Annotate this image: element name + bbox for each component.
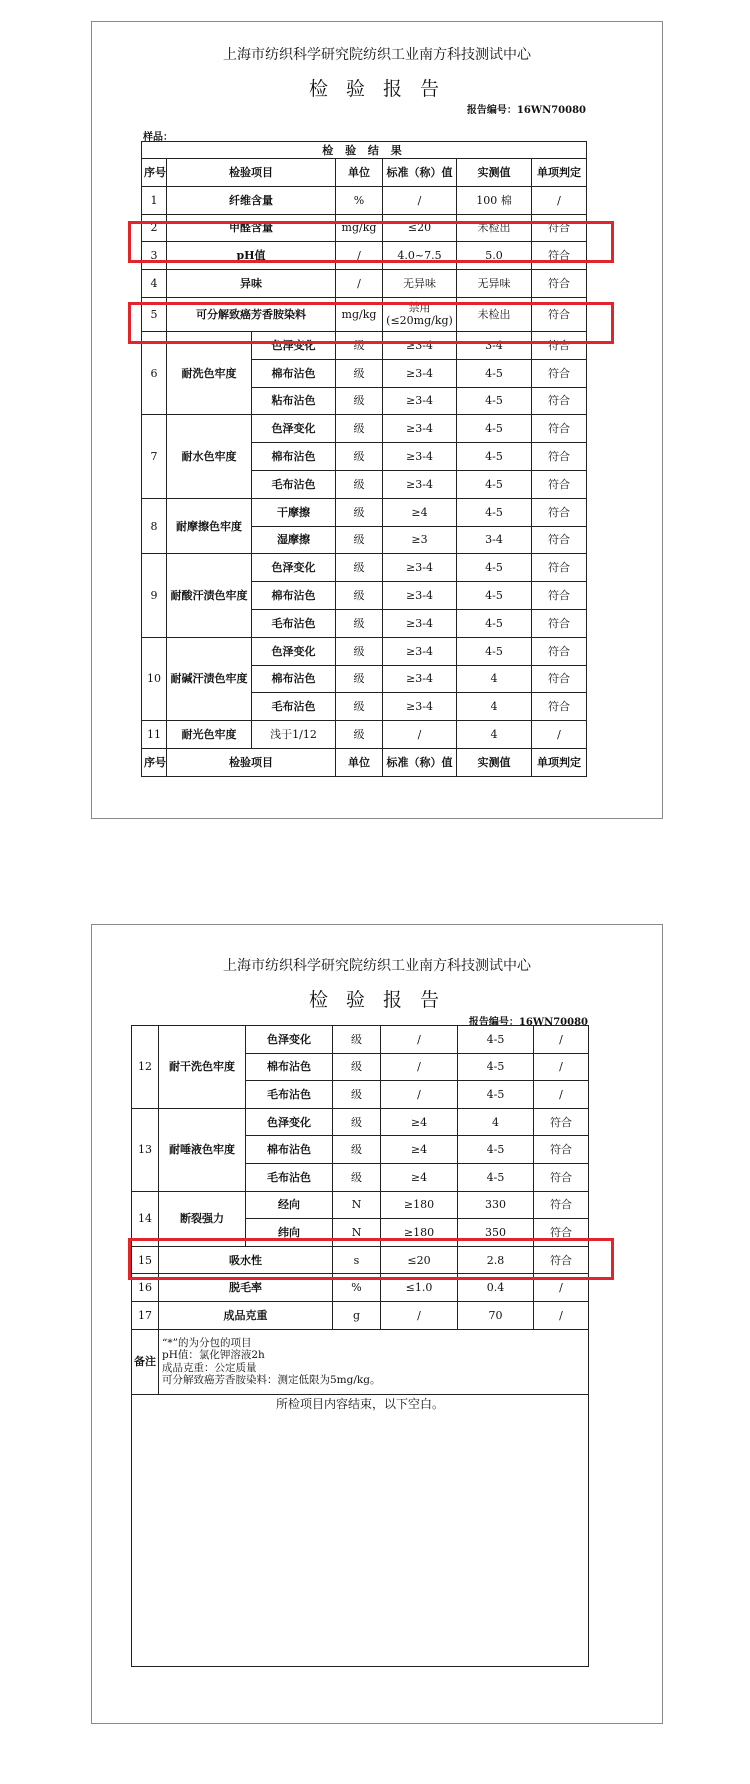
row-no: 12 xyxy=(132,1026,159,1109)
row-standard: ≥3-4 xyxy=(383,470,457,498)
row-verdict: 符合 xyxy=(532,582,587,610)
row-measured: 无异味 xyxy=(457,270,532,298)
row-measured: 4-5 xyxy=(457,498,532,526)
row-item: 可分解致癌芳香胺染料 xyxy=(167,297,336,331)
row-unit: 级 xyxy=(336,721,383,749)
row-measured: 4 xyxy=(457,693,532,721)
header-verdict: 单项判定 xyxy=(532,159,587,187)
row-unit: mg/kg xyxy=(336,297,383,331)
highlight-azo-dyes-row xyxy=(128,302,614,344)
row-measured: 4 xyxy=(458,1108,534,1136)
row-item: 成品克重 xyxy=(159,1301,333,1329)
row-unit: mg/kg xyxy=(336,214,383,242)
row-sub-item: 色泽变化 xyxy=(252,415,336,443)
row-standard: ≥3-4 xyxy=(383,637,457,665)
row-standard: ≥3 xyxy=(383,526,457,554)
row-verdict: 符合 xyxy=(534,1108,589,1136)
row-unit: 级 xyxy=(333,1053,381,1081)
highlight-formaldehyde-row xyxy=(128,221,614,263)
org-name: 上海市纺织科学研究院纺织工业南方科技测试中心 xyxy=(223,47,531,63)
report-number: 报告编号：16WN70080 xyxy=(468,1017,588,1028)
row-verdict: 符合 xyxy=(532,387,587,415)
row-sub-item: 色泽变化 xyxy=(252,637,336,665)
row-unit: 级 xyxy=(336,387,383,415)
table-row xyxy=(142,498,587,526)
row-sub-item: 毛布沾色 xyxy=(246,1163,333,1191)
report-title: 检 验 报 告 xyxy=(308,78,446,100)
row-unit: 级 xyxy=(333,1136,381,1164)
row-sub-item: 粘布沾色 xyxy=(252,387,336,415)
notes-row xyxy=(132,1329,589,1394)
row-no: 5 xyxy=(142,297,167,331)
row-item: 断裂强力 xyxy=(159,1191,246,1246)
row-measured: 4-5 xyxy=(457,554,532,582)
group-rows-6-10 xyxy=(142,331,587,720)
note-line: “*”的为分包的项目 xyxy=(162,1336,252,1349)
row-item: 耐洗色牢度 xyxy=(167,331,252,414)
row-verdict: 符合 xyxy=(532,443,587,471)
row-standard: ≥3-4 xyxy=(383,415,457,443)
footer-header-item: 检验项目 xyxy=(167,748,336,776)
row-verdict: / xyxy=(534,1081,589,1109)
highlight-water-absorption-row xyxy=(128,1238,614,1280)
row-standard: ≥3-4 xyxy=(383,387,457,415)
row-standard: ≥3-4 xyxy=(383,443,457,471)
header-no: 序号 xyxy=(142,159,167,187)
row-measured: 0.4 xyxy=(458,1274,534,1302)
report-page-1 xyxy=(91,21,663,819)
row-item: 异味 xyxy=(167,270,336,298)
row-standard: / xyxy=(381,1301,458,1329)
row-verdict: 符合 xyxy=(532,242,587,270)
row-measured: 3-4 xyxy=(457,331,532,359)
row-no: 13 xyxy=(132,1108,159,1191)
row-no: 14 xyxy=(132,1191,159,1246)
row-item: 耐干洗色牢度 xyxy=(159,1026,246,1109)
row-verdict: 符合 xyxy=(534,1136,589,1164)
row-verdict: / xyxy=(534,1274,589,1302)
row-unit: 级 xyxy=(336,665,383,693)
note-line: pH值：氯化钾溶液2h xyxy=(162,1349,265,1362)
row-item: 耐唾液色牢度 xyxy=(159,1108,246,1191)
row-unit: 级 xyxy=(336,470,383,498)
note-line: 成品克重：公定质量 xyxy=(162,1361,257,1374)
row-item: 耐摩擦色牢度 xyxy=(167,498,252,554)
row-unit: 级 xyxy=(336,582,383,610)
row-unit: N xyxy=(333,1191,381,1219)
row-item: 耐光色牢度 xyxy=(167,721,252,749)
row-unit: 级 xyxy=(336,331,383,359)
row-unit: 级 xyxy=(333,1108,381,1136)
row-no: 6 xyxy=(142,331,167,414)
row-item: pH值 xyxy=(167,242,336,270)
report-number: 报告编号：16WN70080 xyxy=(466,105,586,116)
row-measured: 4 xyxy=(457,721,532,749)
row-measured: 350 xyxy=(458,1219,534,1247)
row-standard: ≥3-4 xyxy=(383,554,457,582)
row-unit: % xyxy=(333,1274,381,1302)
row-verdict: / xyxy=(532,186,587,214)
footer-header-standard: 标准（称）值 xyxy=(383,748,457,776)
row-standard: ≥3-4 xyxy=(383,331,457,359)
row-item: 吸水性 xyxy=(159,1246,333,1274)
row-unit: 级 xyxy=(336,443,383,471)
row-verdict: 符合 xyxy=(534,1246,589,1274)
row-standard: ≥3-4 xyxy=(383,582,457,610)
row-measured: 4-5 xyxy=(458,1163,534,1191)
header-measured: 实测值 xyxy=(457,159,532,187)
row-verdict: / xyxy=(532,721,587,749)
row-standard: ≤20 xyxy=(381,1246,458,1274)
row-sub-item: 毛布沾色 xyxy=(246,1081,333,1109)
row-sub-item: 毛布沾色 xyxy=(252,609,336,637)
row-measured: 100 棉 xyxy=(457,186,532,214)
row-sub-item: 经向 xyxy=(246,1191,333,1219)
row-standard: ≥4 xyxy=(381,1136,458,1164)
row-verdict: 符合 xyxy=(532,415,587,443)
row-sub-item: 色泽变化 xyxy=(252,331,336,359)
footer-header-row xyxy=(142,748,587,776)
row-measured: 4 xyxy=(457,665,532,693)
blank-area-row xyxy=(132,1394,589,1666)
row-unit: N xyxy=(333,1219,381,1247)
row-verdict: 符合 xyxy=(532,526,587,554)
row-standard: / xyxy=(383,721,457,749)
row-sub-item: 棉布沾色 xyxy=(252,582,336,610)
row-unit: 级 xyxy=(333,1163,381,1191)
row-sub-item: 湿摩擦 xyxy=(252,526,336,554)
row-measured: 4-5 xyxy=(458,1081,534,1109)
header-row xyxy=(142,159,587,187)
org-name: 上海市纺织科学研究院纺织工业南方科技测试中心 xyxy=(223,958,531,974)
row-sub-item: 棉布沾色 xyxy=(252,443,336,471)
row-measured: 330 xyxy=(458,1191,534,1219)
row-unit: s xyxy=(333,1246,381,1274)
row-standard: ≤1.0 xyxy=(381,1274,458,1302)
row-measured: 4-5 xyxy=(457,582,532,610)
row-unit: % xyxy=(336,186,383,214)
table-row xyxy=(142,721,587,749)
row-measured: 未检出 xyxy=(457,297,532,331)
row-standard-line2: (≤20mg/kg) xyxy=(386,314,453,328)
notes-label: 备注 xyxy=(132,1329,159,1394)
row-item: 纤维含量 xyxy=(167,186,336,214)
row-measured: 4-5 xyxy=(457,637,532,665)
table-row xyxy=(142,270,587,298)
row-no: 15 xyxy=(132,1246,159,1274)
row-no: 11 xyxy=(142,721,167,749)
table-row xyxy=(132,1301,589,1329)
row-sub-item: 色泽变化 xyxy=(246,1026,333,1054)
row-standard: / xyxy=(381,1081,458,1109)
row-verdict: 符合 xyxy=(532,270,587,298)
row-unit: 级 xyxy=(336,498,383,526)
row-measured: 5.0 xyxy=(457,242,532,270)
row-unit: / xyxy=(336,242,383,270)
row-measured: 4-5 xyxy=(458,1026,534,1054)
row-measured: 2.8 xyxy=(458,1246,534,1274)
row-verdict: 符合 xyxy=(532,637,587,665)
footer-header-measured: 实测值 xyxy=(457,748,532,776)
row-verdict: 符合 xyxy=(532,470,587,498)
row-sub-item: 色泽变化 xyxy=(252,554,336,582)
row-measured: 4-5 xyxy=(457,359,532,387)
table-row xyxy=(132,1108,589,1136)
row-item: 耐酸汗渍色牢度 xyxy=(167,554,252,637)
row-standard: ≥180 xyxy=(381,1219,458,1247)
row-verdict: 符合 xyxy=(532,609,587,637)
row-sub-item: 棉布沾色 xyxy=(246,1136,333,1164)
group-rows-12-14 xyxy=(132,1026,589,1247)
row-sub-item: 色泽变化 xyxy=(246,1108,333,1136)
footer-header-verdict: 单项判定 xyxy=(532,748,587,776)
table-row xyxy=(132,1191,589,1219)
row-standard: / xyxy=(383,186,457,214)
row-standard: ≥180 xyxy=(381,1191,458,1219)
row-standard: / xyxy=(381,1026,458,1054)
row-verdict: / xyxy=(534,1026,589,1054)
notes-content xyxy=(159,1329,589,1394)
row-standard: 无异味 xyxy=(383,270,457,298)
row-standard: 4.0~7.5 xyxy=(383,242,457,270)
report-title: 检 验 报 告 xyxy=(308,989,446,1011)
row-standard: ≥3-4 xyxy=(383,359,457,387)
row-verdict: 符合 xyxy=(534,1191,589,1219)
row-standard-line1: 禁用 xyxy=(408,301,431,315)
row-measured: 70 xyxy=(458,1301,534,1329)
row-standard: ≥3-4 xyxy=(383,609,457,637)
row-no: 9 xyxy=(142,554,167,637)
row-no: 10 xyxy=(142,637,167,720)
sample-label: 样品： xyxy=(143,132,173,143)
row-measured: 4-5 xyxy=(458,1136,534,1164)
row-measured: 4-5 xyxy=(457,609,532,637)
row-item: 耐水色牢度 xyxy=(167,415,252,498)
row-no: 2 xyxy=(142,214,167,242)
results-table-continued xyxy=(131,1025,589,1667)
row-unit: g xyxy=(333,1301,381,1329)
row-sub-item: 棉布沾色 xyxy=(246,1053,333,1081)
row-measured: 3-4 xyxy=(457,526,532,554)
row-no: 17 xyxy=(132,1301,159,1329)
end-of-items-text: 所检项目内容结束，以下空白。 xyxy=(132,1394,589,1666)
table-row xyxy=(142,415,587,443)
row-item: 脱毛率 xyxy=(159,1274,333,1302)
row-measured: 未检出 xyxy=(457,214,532,242)
row-unit: 级 xyxy=(336,526,383,554)
row-standard: ≥4 xyxy=(381,1163,458,1191)
header-standard: 标准（称）值 xyxy=(383,159,457,187)
table-row xyxy=(142,554,587,582)
row-standard: ≥3-4 xyxy=(383,665,457,693)
row-measured: 4-5 xyxy=(458,1053,534,1081)
row-measured: 4-5 xyxy=(457,470,532,498)
row-sub-item: 纬向 xyxy=(246,1219,333,1247)
header-item: 检验项目 xyxy=(167,159,336,187)
row-unit: 级 xyxy=(336,693,383,721)
row-measured: 4-5 xyxy=(457,443,532,471)
row-sub-item: 毛布沾色 xyxy=(252,470,336,498)
row-verdict: 符合 xyxy=(532,498,587,526)
table-row xyxy=(132,1026,589,1054)
row-unit: 级 xyxy=(336,554,383,582)
report-page-2 xyxy=(91,924,663,1724)
row-verdict: 符合 xyxy=(534,1163,589,1191)
row-unit: 级 xyxy=(336,609,383,637)
row-sub-item: 干摩擦 xyxy=(252,498,336,526)
row-standard: / xyxy=(381,1053,458,1081)
row-verdict: 符合 xyxy=(532,331,587,359)
row-sub-item: 浅于1/12 xyxy=(252,721,336,749)
row-measured: 4-5 xyxy=(457,415,532,443)
row-no: 8 xyxy=(142,498,167,554)
row-sub-item: 棉布沾色 xyxy=(252,665,336,693)
footer-header-no: 序号 xyxy=(142,748,167,776)
row-verdict: 符合 xyxy=(534,1219,589,1247)
header-unit: 单位 xyxy=(336,159,383,187)
row-standard: ≤20 xyxy=(383,214,457,242)
row-item: 耐碱汗渍色牢度 xyxy=(167,637,252,720)
row-verdict: 符合 xyxy=(532,297,587,331)
results-caption: 检 验 结 果 xyxy=(142,142,587,159)
row-standard: ≥3-4 xyxy=(383,693,457,721)
row-verdict: / xyxy=(534,1301,589,1329)
table-row xyxy=(142,637,587,665)
row-unit: 级 xyxy=(336,637,383,665)
row-verdict: 符合 xyxy=(532,214,587,242)
row-verdict: 符合 xyxy=(532,554,587,582)
row-no: 4 xyxy=(142,270,167,298)
row-unit: 级 xyxy=(333,1026,381,1054)
row-item: 甲醛含量 xyxy=(167,214,336,242)
row-no: 1 xyxy=(142,186,167,214)
row-unit: / xyxy=(336,270,383,298)
row-no: 3 xyxy=(142,242,167,270)
row-standard: ≥4 xyxy=(383,498,457,526)
footer-header-unit: 单位 xyxy=(336,748,383,776)
row-verdict: 符合 xyxy=(532,693,587,721)
row-sub-item: 毛布沾色 xyxy=(252,693,336,721)
row-measured: 4-5 xyxy=(457,387,532,415)
row-verdict: / xyxy=(534,1053,589,1081)
table-row xyxy=(142,186,587,214)
row-no: 16 xyxy=(132,1274,159,1302)
row-unit: 级 xyxy=(336,359,383,387)
row-no: 7 xyxy=(142,415,167,498)
row-verdict: 符合 xyxy=(532,359,587,387)
row-unit: 级 xyxy=(336,415,383,443)
row-verdict: 符合 xyxy=(532,665,587,693)
row-standard: ≥4 xyxy=(381,1108,458,1136)
row-unit: 级 xyxy=(333,1081,381,1109)
note-line: 可分解致癌芳香胺染料：测定低限为5mg/kg。 xyxy=(162,1374,381,1387)
row-sub-item: 棉布沾色 xyxy=(252,359,336,387)
